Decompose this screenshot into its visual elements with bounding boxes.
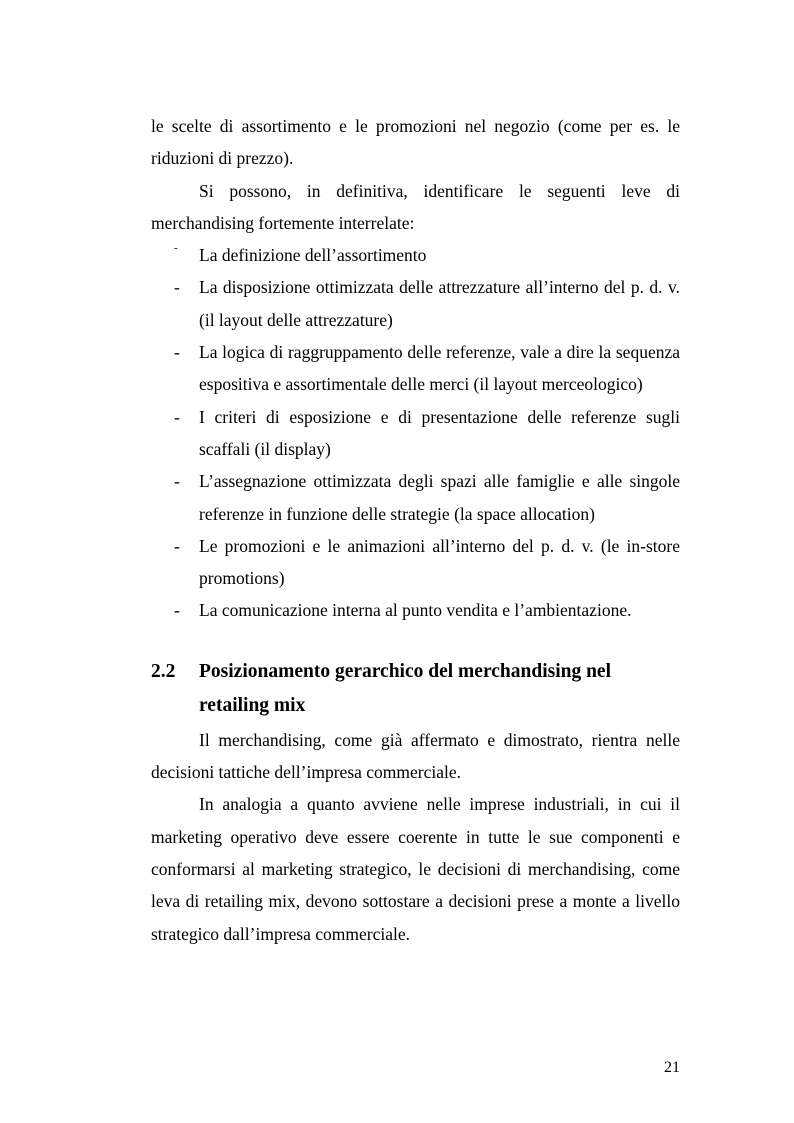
list-item [151, 530, 680, 595]
list-item-text: Le promozioni e le animazioni all’interno del p. d. v. (le in-store promotions) [199, 535, 680, 589]
list-item [151, 336, 680, 401]
list-item-text: La disposizione ottimizzata delle attrezzature all’interno del p. d. v. (il layout delle attrezzature) [199, 277, 680, 330]
section-paragraph: In analogia a quanto avviene nelle imprese industriali, in cui il marketing operativo deve essere coerente in tutte le sue componenti e conformarsi al marketing strategico, le decisioni di merchandising, come leva di retailing mix, devono sottostare a decisioni prese a monte a livello strategico dall’impresa commerciale. [151, 794, 680, 944]
list-item [151, 465, 680, 530]
list-item [151, 401, 680, 466]
list-item [151, 271, 680, 336]
list-item [151, 239, 680, 271]
page-body [151, 110, 680, 950]
list-item-text: La logica di raggruppamento delle referenze, vale a dire la sequenza espositiva e assortimentale delle merci (il layout merceologico) [199, 342, 680, 395]
merchandising-levers-list [151, 239, 680, 627]
section-number: 2.2 [151, 660, 176, 682]
section-paragraph: Il merchandising, come già affermato e dimostrato, rientra nelle decisioni tattiche dell’impresa commerciale. [151, 729, 680, 783]
bullet-marker: - [174, 535, 180, 556]
bullet-marker: - [174, 471, 180, 492]
bullet-marker: - [174, 600, 180, 621]
bullet-marker: - [174, 342, 180, 363]
continuation-paragraph: le scelte di assortimento e le promozioni nel negozio (come per es. le riduzioni di prezzo). [151, 116, 680, 169]
list-item-text: L’assegnazione ottimizzata degli spazi alle famiglie e alle singole referenze in funzione delle strategie (la space allocation) [199, 471, 680, 524]
list-item-text: La comunicazione interna al punto vendita e l’ambientazione. [199, 600, 632, 621]
lead-paragraph: Si possono, in definitiva, identificare le seguenti leve di merchandising fortemente interrelate: [151, 180, 680, 233]
list-item [151, 594, 680, 626]
section-title: Posizionamento gerarchico del merchandising nel retailing mix [199, 660, 612, 717]
bullet-marker: - [174, 277, 180, 298]
list-item-text: I criteri di esposizione e di presentazione delle referenze sugli scaffali (il display) [199, 406, 680, 459]
list-item-text: La definizione dell’assortimento [199, 245, 427, 266]
section-heading [151, 655, 680, 724]
bullet-marker: - [174, 242, 178, 255]
bullet-marker: - [174, 406, 180, 427]
page-number: 21 [664, 1059, 680, 1076]
